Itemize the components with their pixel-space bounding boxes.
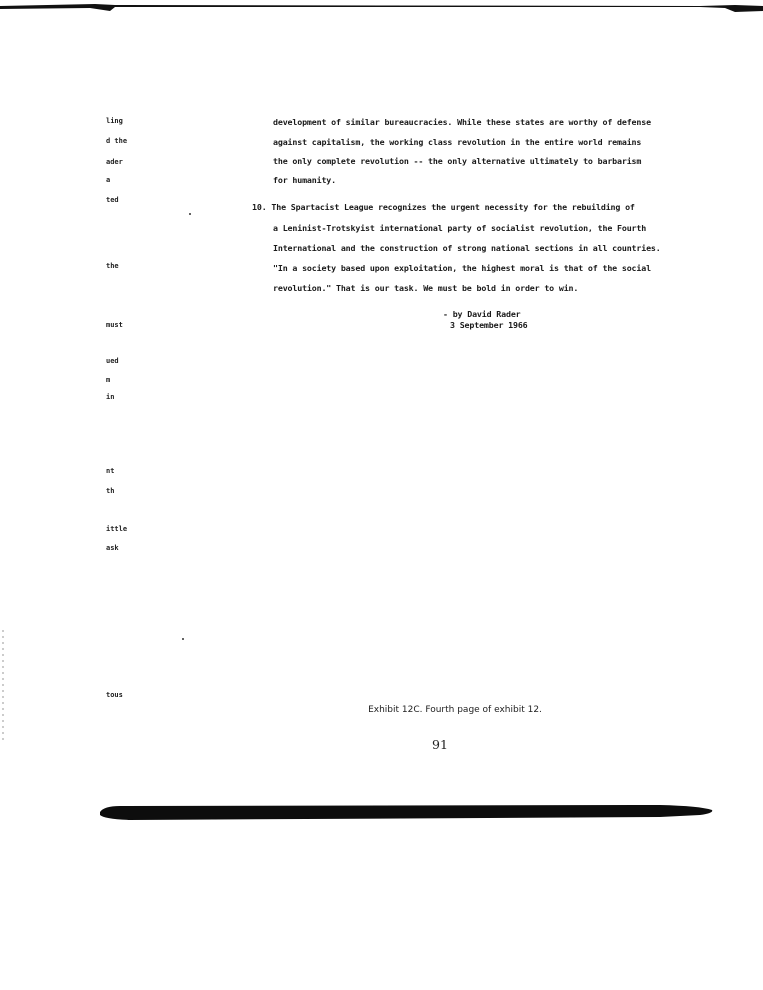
speck: [189, 213, 191, 215]
margin-fragment: ask: [106, 544, 119, 552]
left-edge-artifact: [0, 630, 6, 740]
margin-fragment: d the: [106, 137, 128, 145]
top-scan-edge: [0, 3, 763, 12]
margin-fragment: ted: [106, 196, 119, 204]
margin-fragment: ader: [106, 158, 123, 166]
signature-date: 3 September 1966: [450, 320, 528, 330]
margin-fragment: the: [106, 262, 119, 270]
body-line: a Leninist-Trotskyist international party of socialist revolution, the Fourth: [273, 223, 647, 233]
margin-fragment: must: [106, 321, 123, 329]
signature-author: - by David Rader: [443, 309, 521, 319]
margin-fragment: th: [106, 487, 115, 495]
margin-fragment: a: [106, 176, 111, 184]
margin-fragment: in: [106, 393, 115, 401]
bottom-scan-edge: [100, 802, 715, 826]
body-line: revolution." That is our task. We must be bold in order to win.: [273, 283, 579, 293]
body-line: against capitalism, the working class revolution in the entire world remains: [273, 137, 642, 147]
margin-fragment: tous: [106, 691, 123, 699]
body-line: International and the construction of strong national sections in all countries.: [273, 243, 661, 253]
margin-fragment: ling: [106, 117, 123, 125]
body-line: the only complete revolution -- the only alternative ultimately to barbarism: [273, 156, 642, 166]
body-line: for humanity.: [273, 175, 336, 185]
body-line: "In a society based upon exploitation, the highest moral is that of the social: [273, 263, 651, 273]
speck: [182, 638, 184, 640]
margin-fragment: m: [106, 376, 111, 384]
body-line: development of similar bureaucracies. While these states are worthy of defense: [273, 117, 651, 127]
margin-fragment: ued: [106, 357, 119, 365]
exhibit-caption: Exhibit 12C. Fourth page of exhibit 12.: [368, 705, 542, 715]
page-number: 91: [432, 737, 448, 752]
body-line-numbered: 10. The Spartacist League recognizes the urgent necessity for the rebuilding of: [252, 202, 635, 212]
margin-fragment: nt: [106, 467, 115, 475]
margin-fragment: ittle: [106, 525, 128, 533]
